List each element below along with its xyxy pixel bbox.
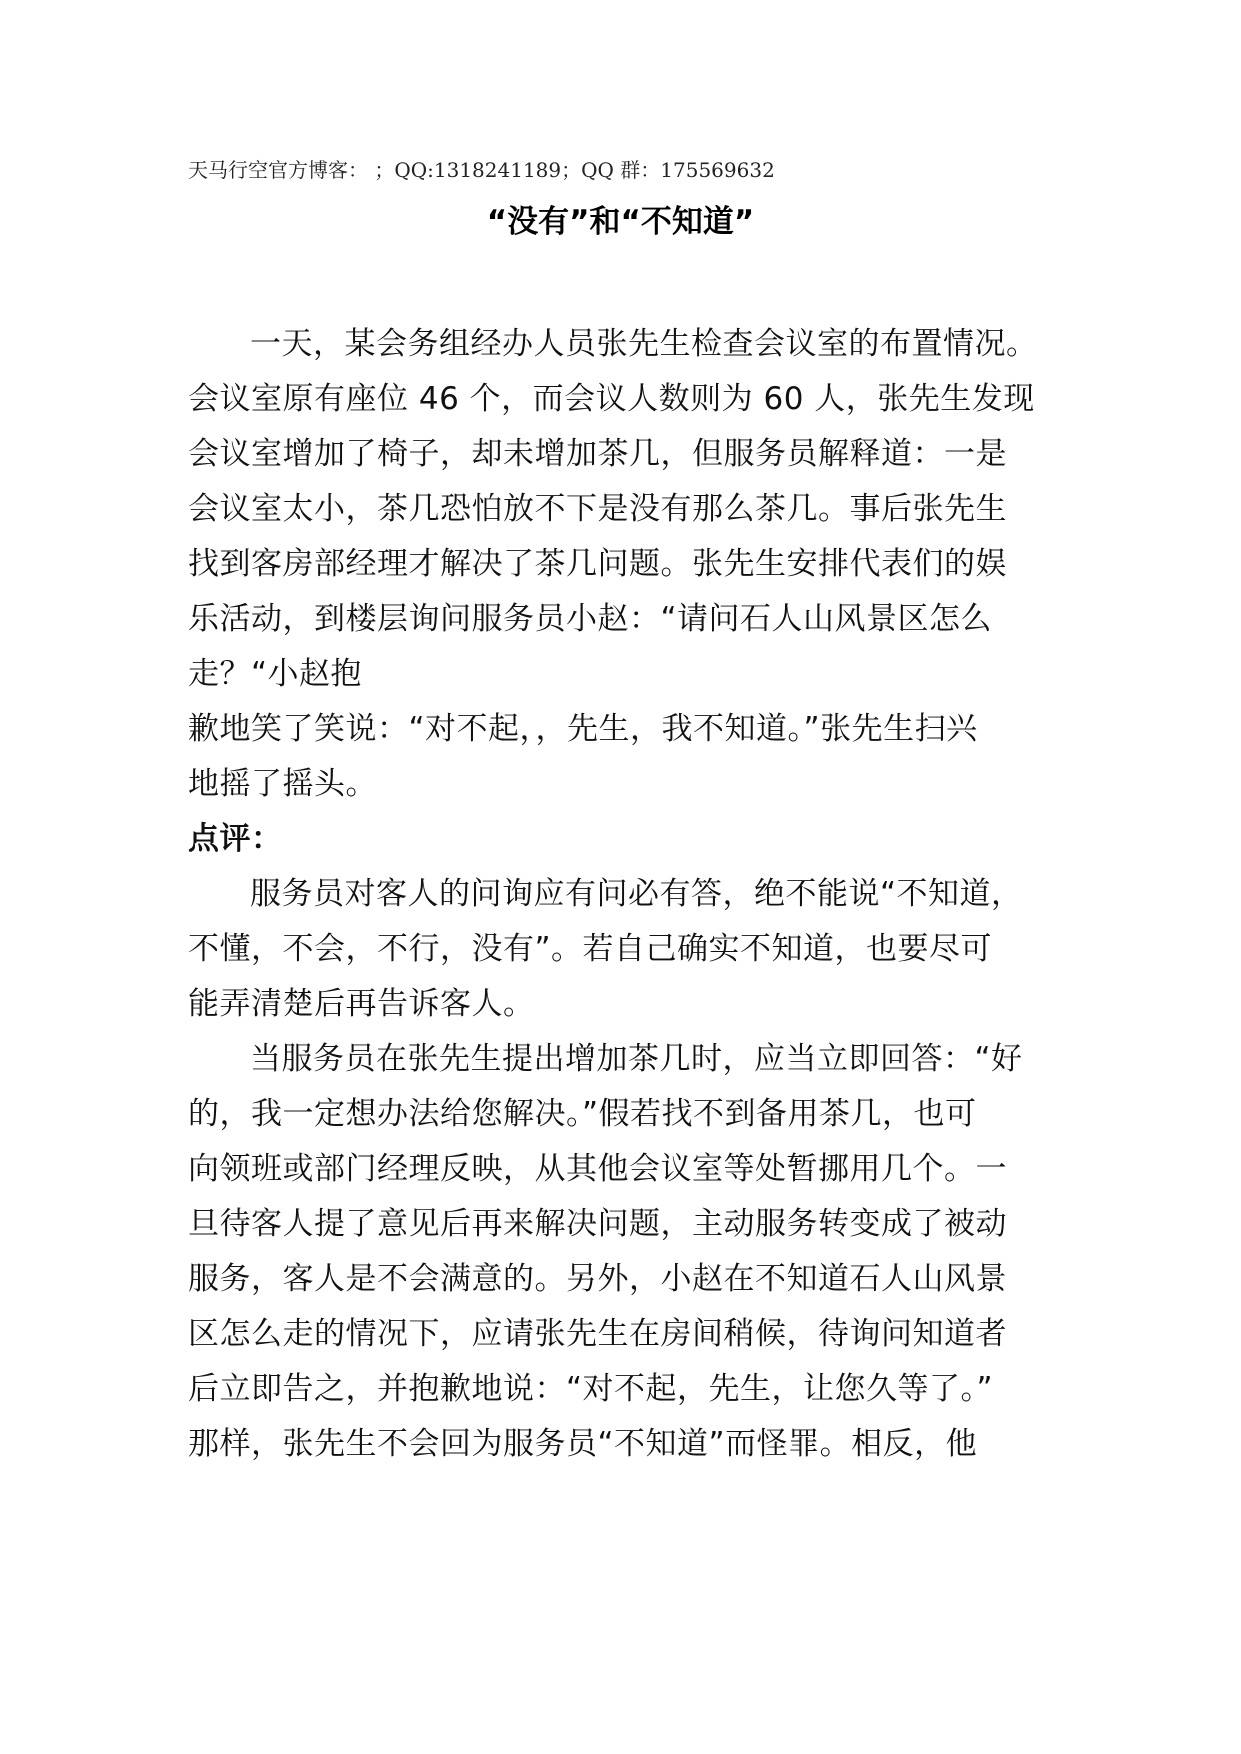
comment-heading: 点评： <box>188 821 283 857</box>
paragraph-line: 地摇了摇头。 <box>188 766 377 802</box>
paragraph-line: 区怎么走的情况下，应请张先生在房间稍候，待询问知道者 <box>188 1316 1007 1352</box>
paragraph-line: 那样，张先生不会回为服务员“不知道”而怪罪。相反，他 <box>188 1426 978 1462</box>
paragraph-line: 找到客房部经理才解决了茶几问题。张先生安排代表们的娱 <box>188 546 1007 582</box>
paragraph-line: 服务员对客人的问询应有问必有答，绝不能说“不知道， <box>250 876 1023 912</box>
paragraph-line: 向领班或部门经理反映，从其他会议室等处暂挪用几个。一 <box>188 1151 1007 1187</box>
paragraph-line: 的，我一定想办法给您解决。”假若找不到备用茶几，也可 <box>188 1096 977 1132</box>
paragraph-line: 会议室增加了椅子，却未增加茶几，但服务员解释道：一是 <box>188 436 1007 472</box>
paragraph-line: 歉地笑了笑说：“对不起，，先生，我不知道。”张先生扫兴 <box>188 711 978 747</box>
paragraph-line: 会议室原有座位 46 个，而会议人数则为 60 人，张先生发现 <box>188 381 1035 417</box>
paragraph-line: 不懂，不会，不行，没有”。若自己确实不知道，也要尽可 <box>188 931 993 967</box>
paragraph-line: 当服务员在张先生提出增加茶几时，应当立即回答：“好 <box>250 1041 1023 1077</box>
paragraph-line: 旦待客人提了意见后再来解决问题，主动服务转变成了被动 <box>188 1206 1007 1242</box>
document-title: “没有”和“不知道” <box>486 204 755 240</box>
paragraph-line: 服务，客人是不会满意的。另外，小赵在不知道石人山风景 <box>188 1261 1007 1297</box>
paragraph-line: 一天，某会务组经办人员张先生检查会议室的布置情况。 <box>250 326 1038 362</box>
paragraph-line: 后立即告之，并抱歉地说：“对不起，先生，让您久等了。” <box>188 1371 994 1407</box>
paragraph-line: 会议室太小，茶几恐怕放不下是没有那么茶几。事后张先生 <box>188 491 1007 527</box>
paragraph-line: 能弄清楚后再告诉客人。 <box>188 986 535 1022</box>
paragraph-line: 走？“小赵抱 <box>188 656 363 692</box>
paragraph-line: 乐活动，到楼层询问服务员小赵：“请问石人山风景区怎么 <box>188 601 993 637</box>
header-contact-line: 天马行空官方博客： ；QQ:1318241189；QQ 群：175569632 <box>188 158 775 182</box>
